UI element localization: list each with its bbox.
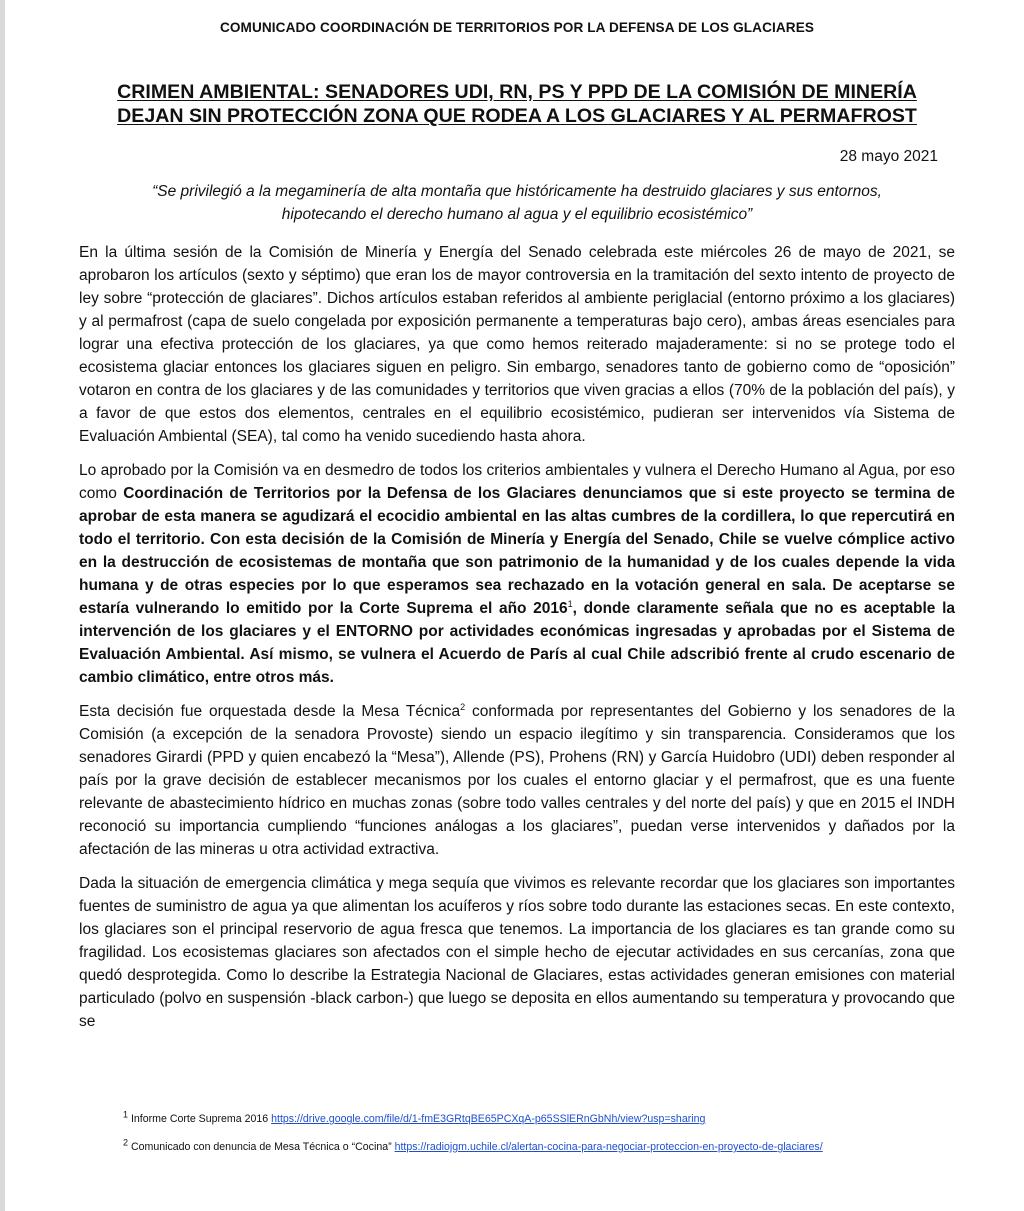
paragraph-3-a: Esta decisión fue orquestada desde la Mesa Técnica [79, 703, 461, 720]
paragraph-2-bold-a: Coordinación de Territorios por la Defensa de los Glaciares denunciamos que si este proyecto se termina de aprobar de esta manera se agudizará el ecocidio ambiental en las altas cumbres de la cordillera, lo que repercutirá en todo el territorio. Con esta decisión de la Comisión de Minería y Energía del Senado, Chile se vuelve cómplice activo en la destrucción de ecosistemas de montaña que son patrimonio de la humanidad y de los cuales depende la vida humana y de otras especies por lo que esperamos sea rechazado en la votación general en sala. De aceptarse se estaría vulnerando lo emitido por la Corte Suprema el año 2016 [79, 485, 955, 617]
footnote-2-text: Comunicado con denuncia de Mesa Técnica o “Cocina” [128, 1141, 395, 1153]
paragraph-2 [79, 459, 955, 689]
paragraph-2-bold-b: , donde claramente señala que no es aceptable la intervención de los glaciares y el ENTORNO por actividades económicas ingresadas y aprobadas por el Sistema de Evaluación Ambiental. Así mismo, se vulnera el Acuerdo de París al cual Chile adscribió frente al crudo escenario de cambio climático, entre otros más. [79, 600, 956, 686]
footnote-2-link[interactable]: https://radiojgm.uchile.cl/alertan-cocina-para-negociar-proteccion-en-proyecto-de-glaciares/ [394, 1141, 823, 1153]
document-quote [75, 180, 959, 226]
paragraph-4: Dada la situación de emergencia climática y mega sequía que vivimos es relevante recordar que los glaciares son importantes fuentes de suministro de agua ya que alimentan los acuíferos y ríos sobre todo durante las estaciones secas. En este contexto, los glaciares son el principal reservorio de agua fresca que tenemos. La importancia de los glaciares es tan grande como su fragilidad. Los ecosistemas glaciares son afectados con el simple hecho de ejecutar actividades en sus cercanías, zona que quedó desprotegida. Como lo describe la Estrategia Nacional de Glaciares, estas actividades generan emisiones con material particulado (polvo en suspensión -black carbon-) que luego se deposita en ellos aumentando su temperatura y provocando que se [79, 875, 955, 1030]
footnote-2 [123, 1137, 883, 1155]
footnote-1 [123, 1109, 883, 1127]
document-header: COMUNICADO COORDINACIÓN DE TERRITORIOS POR LA DEFENSA DE LOS GLACIARES [219, 20, 815, 35]
document-date: 28 mayo 2021 [839, 148, 938, 165]
paragraph-3-b: conformada por representantes del Gobierno y los senadores de la Comisión (a excepción de la senadora Provoste) siendo un espacio ilegítimo y sin transparencia. Consideramos que los senadores Girardi (PPD y quien encabezó la “Mesa”), Allende (PS), Prohens (RN) y García Huidobro (UDI) deben responder al país por la grave decisión de establecer mecanismos por los cuales el entorno glaciar y el permafrost, que es una fuente relevante de abastecimiento hídrico en muchas zonas (sobre todo valles centrales y del norte del país) y que en 2015 el INDH reconoció su importancia cumpliendo “funciones análogas a los glaciares”, puedan verse intervenidos y dañados por la afectación de las mineras u otra actividad extractiva. [79, 703, 956, 858]
title-line-2: DEJAN SIN PROTECCIÓN ZONA QUE RODEA A LOS GLACIARES Y AL PERMAFROST [117, 105, 917, 127]
footnote-ref-1: 1 [567, 598, 573, 609]
document-title [65, 80, 969, 128]
footnote-ref-2: 2 [460, 701, 466, 712]
quote-line-2: hipotecando el derecho humano al agua y el equilibrio ecosistémico” [281, 206, 753, 223]
paragraph-3 [79, 700, 955, 861]
quote-line-1: “Se privilegió a la megaminería de alta montaña que históricamente ha destruido glaciares y sus entornos, [152, 183, 882, 200]
footnote-2-mark: 2 [123, 1137, 129, 1148]
footnotes [123, 1109, 883, 1168]
paragraph-1: En la última sesión de la Comisión de Minería y Energía del Senado celebrada este miércoles 26 de mayo de 2021, se aprobaron los artículos (sexto y séptimo) que eran los de mayor controversia en la tramitación del sexto intento de proyecto de ley sobre “protección de glaciares”. Dichos artículos estaban referidos al ambiente periglacial (entorno próximo a los glaciares) y al permafrost (capa de suelo congelada por exposición permanente a temperaturas bajo cero), ambas áreas esenciales para lograr una efectiva protección de los glaciares, ya que como hemos reiterado majaderamente: si no se protege todo el ecosistema glaciar entonces los glaciares siguen en peligro. Sin embargo, senadores tanto de gobierno como de “oposición” votaron en contra de los glaciares y de las comunidades y territorios que viven gracias a ellos (70% de la población del país), y a favor de que estos dos elementos, centrales en el equilibrio ecosistémico, pudieran ser intervenidos vía Sistema de Evaluación Ambiental (SEA), tal como ha venido sucediendo hasta ahora. [79, 244, 955, 445]
document-body [79, 241, 955, 1044]
footnote-1-mark: 1 [123, 1109, 129, 1120]
title-line-1: CRIMEN AMBIENTAL: SENADORES UDI, RN, PS Y PPD DE LA COMISIÓN DE MINERÍA [117, 81, 917, 103]
footnote-1-link[interactable]: https://drive.google.com/file/d/1-fmE3GRtqBE65PCXqA-p65SSlERnGbNh/view?usp=sharing [271, 1113, 706, 1125]
footnote-1-text: Informe Corte Suprema 2016 [128, 1113, 272, 1125]
paragraph-2-plain: Lo aprobado por la Comisión va en desmedro de todos los criterios ambientales y vulnera el Derecho Humano al Agua, por eso como [79, 462, 955, 502]
